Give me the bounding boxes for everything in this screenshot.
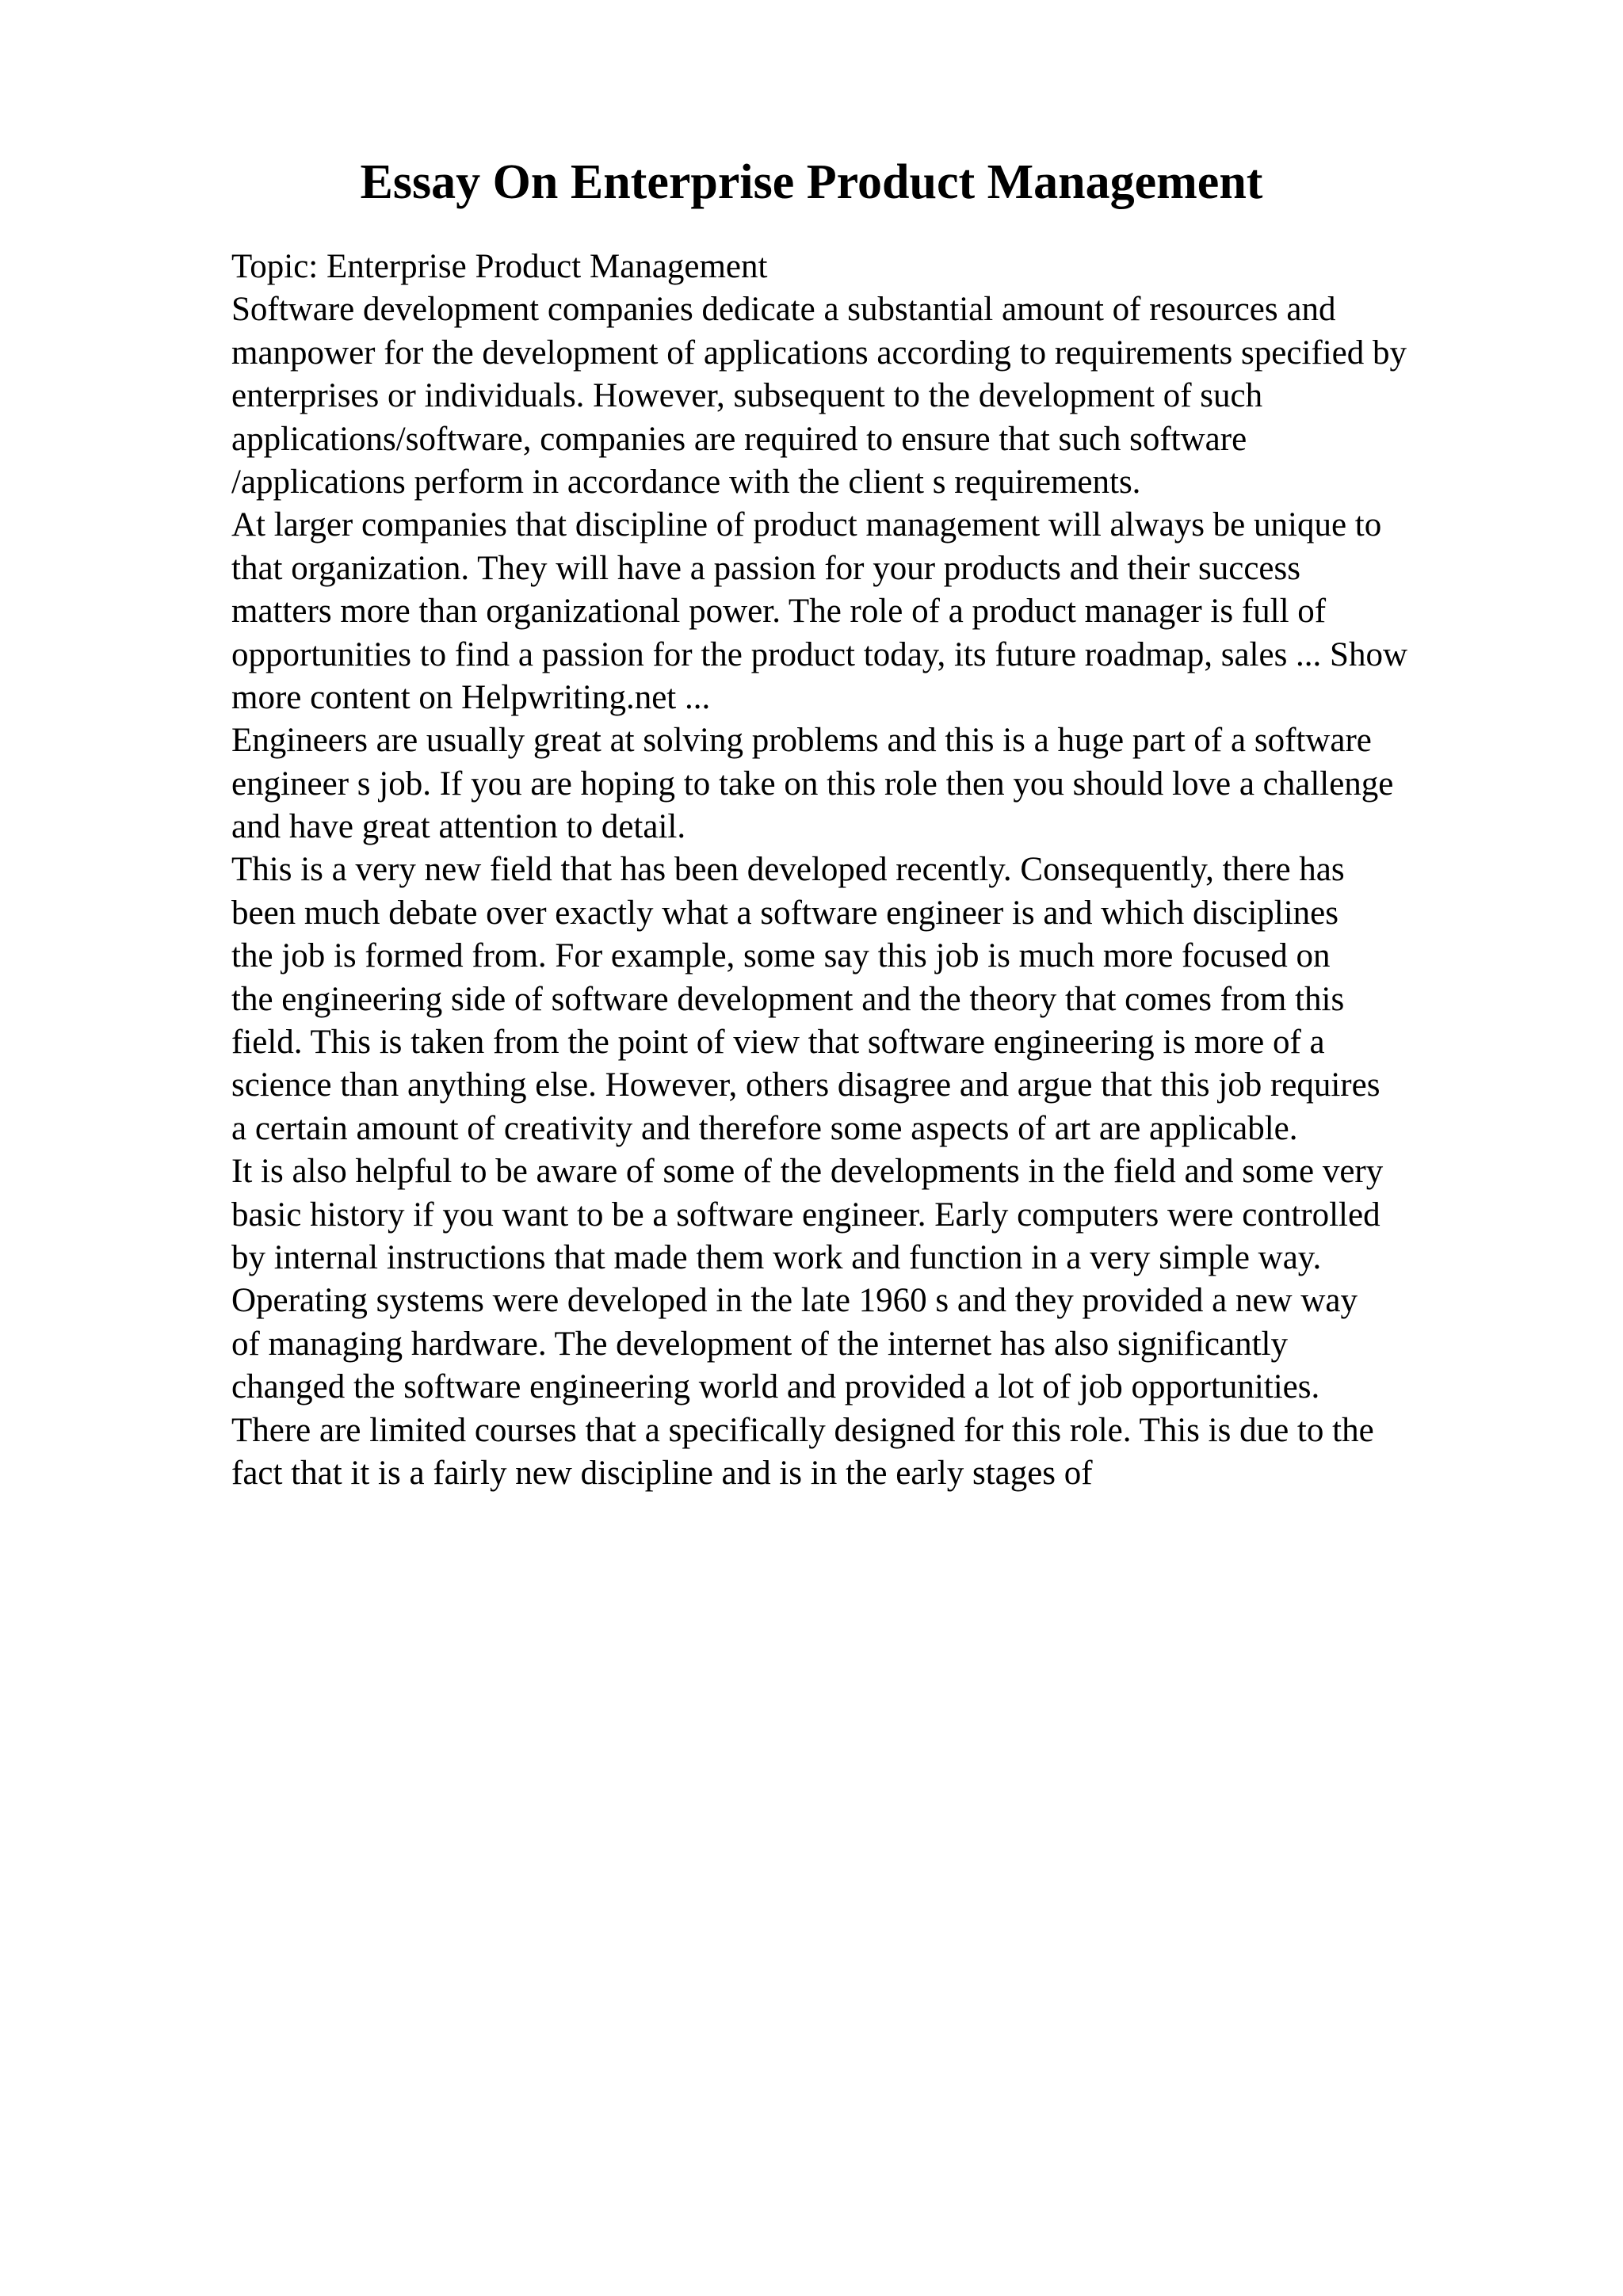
text-line: Operating systems were developed in the late 1960 s and they provided a new way xyxy=(231,1282,1358,1320)
text-line: Software development companies dedicate a substantial amount of resources and xyxy=(231,291,1336,329)
text-line: opportunities to find a passion for the product today, its future roadmap, sales ... Show xyxy=(231,635,1408,673)
text-line: basic history if you want to be a software engineer. Early computers were controlled xyxy=(231,1196,1381,1234)
text-line: Topic: Enterprise Product Management xyxy=(231,248,768,285)
text-line: There are limited courses that a specifically designed for this role. This is due to the xyxy=(231,1411,1374,1449)
text-line: been much debate over exactly what a software engineer is and which disciplines xyxy=(231,894,1338,932)
text-line: At larger companies that discipline of product management will always be unique to xyxy=(231,506,1382,544)
text-line: applications/software, companies are required to ensure that such software xyxy=(231,420,1247,458)
text-line: field. This is taken from the point of view that software engineering is more of a xyxy=(231,1024,1325,1062)
text-line: a certain amount of creativity and therefore some aspects of art are applicable. xyxy=(231,1109,1298,1147)
text-line: changed the software engineering world and provided a lot of job opportunities. xyxy=(231,1368,1320,1406)
text-line: that organization. They will have a passion for your products and their success xyxy=(231,549,1300,587)
document-body xyxy=(231,246,1515,1495)
text-line: Engineers are usually great at solving problems and this is a huge part of a software xyxy=(231,722,1372,760)
document-title: Essay On Enterprise Product Management xyxy=(360,155,1263,209)
text-line: enterprises or individuals. However, subsequent to the development of such xyxy=(231,377,1263,415)
text-line: /applications perform in accordance with the client s requirements. xyxy=(231,463,1141,501)
text-line: manpower for the development of applications according to requirements specified by xyxy=(231,334,1407,372)
text-line: fact that it is a fairly new discipline and is in the early stages of xyxy=(231,1454,1093,1492)
text-line: engineer s job. If you are hoping to take on this role then you should love a challenge xyxy=(231,765,1394,803)
text-line: This is a very new field that has been developed recently. Consequently, there has xyxy=(231,851,1345,889)
text-line: It is also helpful to be aware of some of the developments in the field and some very xyxy=(231,1153,1384,1191)
text-line: and have great attention to detail. xyxy=(231,808,686,846)
text-line: science than anything else. However, others disagree and argue that this job requires xyxy=(231,1066,1381,1104)
text-line: of managing hardware. The development of the internet has also significantly xyxy=(231,1325,1288,1363)
text-line: matters more than organizational power. The role of a product manager is full of xyxy=(231,593,1327,631)
text-line: the job is formed from. For example, some say this job is much more focused on xyxy=(231,937,1331,975)
text-line: by internal instructions that made them work and function in a very simple way. xyxy=(231,1238,1322,1276)
text-line: more content on Helpwriting.net ... xyxy=(231,678,711,716)
text-line: the engineering side of software development and the theory that comes from this xyxy=(231,980,1345,1018)
